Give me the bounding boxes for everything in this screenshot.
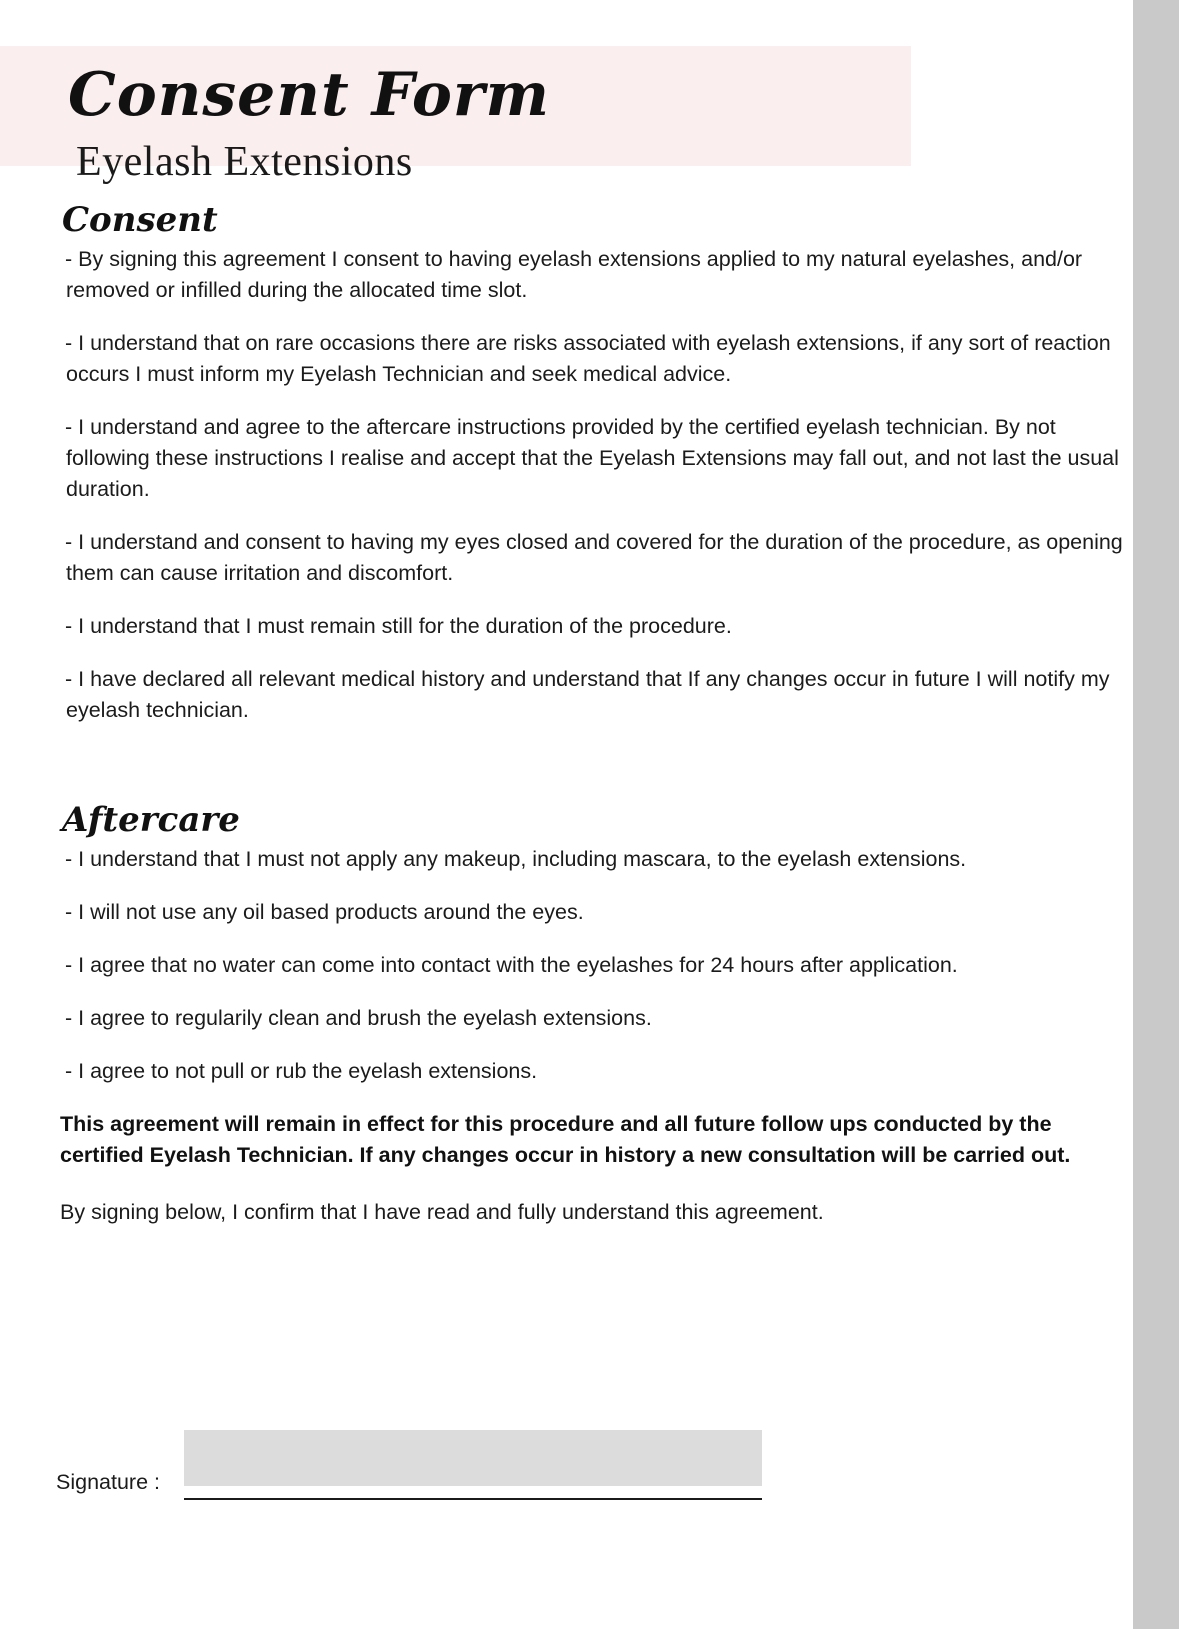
aftercare-item: - I understand that I must not apply any makeup, including mascara, to the eyelash extensions.	[65, 847, 967, 871]
page-right-margin	[1133, 0, 1179, 1629]
signature-input[interactable]	[184, 1430, 762, 1486]
signature-row	[56, 1430, 1076, 1510]
consent-item: - I have declared all relevant medical history and understand that If any changes occur in future I will notify my eyelash technician.	[65, 667, 1110, 722]
section-aftercare	[60, 800, 1125, 1087]
section-heading-consent: Consent	[62, 200, 218, 240]
aftercare-item: - I will not use any oil based products around the eyes.	[65, 900, 584, 924]
page-subtitle: Eyelash Extensions	[76, 139, 413, 185]
consent-item: - I understand that on rare occasions there are risks associated with eyelash extensions, if any sort of reaction occurs I must inform my Eyelash Technician and seek medical advice.	[65, 331, 1111, 386]
section-heading-aftercare: Aftercare	[62, 800, 240, 840]
document-body	[60, 200, 1125, 1228]
aftercare-item: - I agree to regularily clean and brush the eyelash extensions.	[65, 1006, 652, 1030]
agreement-notice: This agreement will remain in effect for this procedure and all future follow ups conducted by the certified Eyelash Technician. If any changes occur in history a new consultation will be carried out.	[60, 1112, 1071, 1167]
section-consent	[60, 200, 1125, 726]
closing-statement: By signing below, I confirm that I have read and fully understand this agreement.	[60, 1200, 824, 1224]
page-title: Consent Form	[68, 60, 551, 130]
consent-item: - By signing this agreement I consent to having eyelash extensions applied to my natural eyelashes, and/or removed or infilled during the allocated time slot.	[65, 247, 1083, 302]
consent-item: - I understand and consent to having my eyes closed and covered for the duration of the procedure, as opening them can cause irritation and discomfort.	[65, 530, 1123, 585]
consent-item: - I understand and agree to the aftercare instructions provided by the certified eyelash technician. By not following these instructions I realise and accept that the Eyelash Extensions may fall out, and not last the usual duration.	[65, 415, 1119, 501]
section-spacer	[60, 748, 1125, 800]
consent-item: - I understand that I must remain still for the duration of the procedure.	[65, 614, 732, 638]
signature-label: Signature :	[56, 1470, 160, 1494]
aftercare-item: - I agree to not pull or rub the eyelash extensions.	[65, 1059, 538, 1083]
signature-line	[184, 1498, 762, 1500]
aftercare-item: - I agree that no water can come into contact with the eyelashes for 24 hours after application.	[65, 953, 958, 977]
